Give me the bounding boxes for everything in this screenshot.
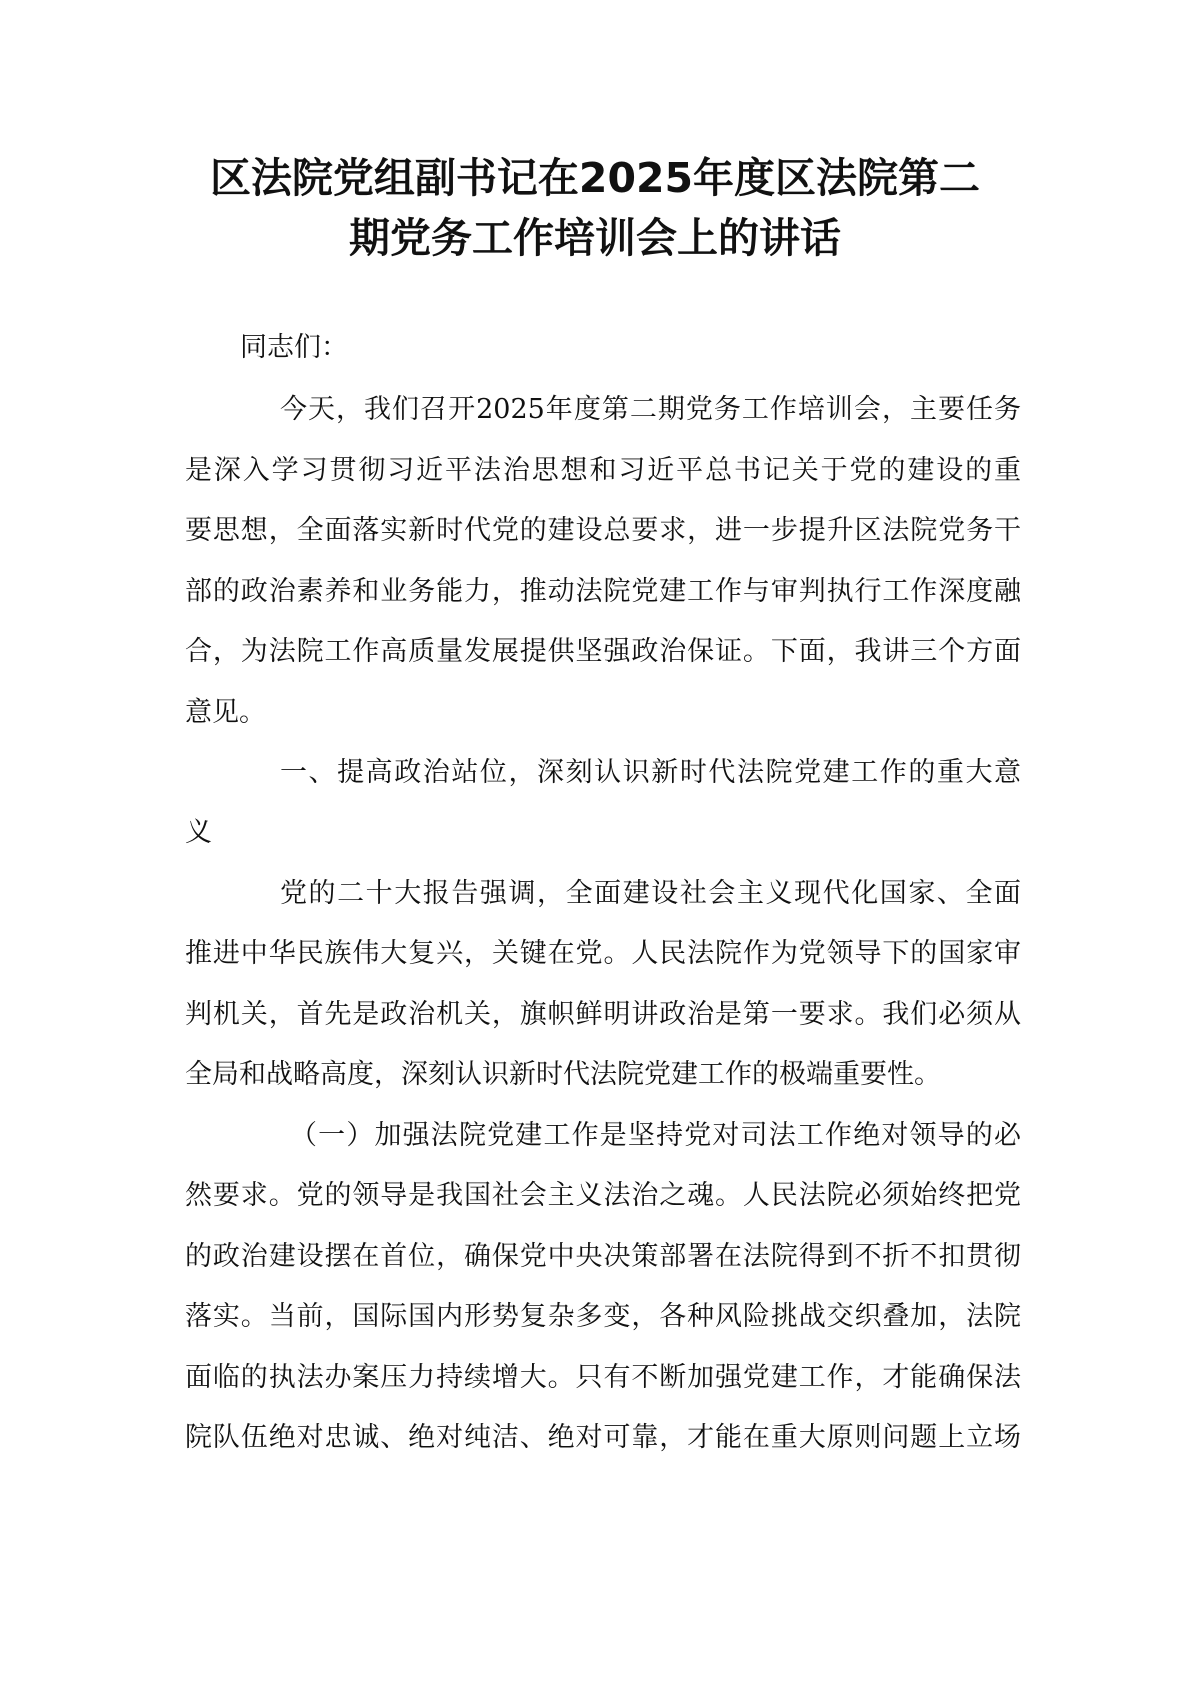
paragraph-line: 今天，我们召开2025年度第二期党务工作培训会，主要任务: [280, 394, 1021, 425]
paragraph-line: 是深入学习贯彻习近平法治思想和习近平总书记关于党的建设的重: [185, 455, 1021, 486]
section-heading-line: 义: [185, 817, 212, 848]
paragraph-line: 落实。当前，国际国内形势复杂多变，各种风险挑战交织叠加，法院: [185, 1301, 1021, 1332]
paragraph-line: 党的二十大报告强调，全面建设社会主义现代化国家、全面: [280, 878, 1021, 909]
paragraph-line: 部的政治素养和业务能力，推动法院党建工作与审判执行工作深度融: [185, 576, 1021, 607]
paragraph-line: 的政治建设摆在首位，确保党中央决策部署在法院得到不折不扣贯彻: [185, 1241, 1021, 1272]
paragraph-line: 合，为法院工作高质量发展提供坚强政治保证。下面，我讲三个方面: [185, 636, 1021, 667]
document-title-line-1: 区法院党组副书记在2025年度区法院第二: [209, 154, 981, 202]
paragraph-line: 判机关，首先是政治机关，旗帜鲜明讲政治是第一要求。我们必须从: [185, 999, 1021, 1030]
paragraph-line: 全局和战略高度，深刻认识新时代法院党建工作的极端重要性。: [185, 1059, 941, 1090]
salutation: 同志们：: [240, 332, 348, 363]
section-heading-line: 一、提高政治站位，深刻认识新时代法院党建工作的重大意: [280, 757, 1021, 788]
document-title-line-2: 期党务工作培训会上的讲话: [349, 214, 841, 262]
paragraph-line: 面临的执法办案压力持续增大。只有不断加强党建工作，才能确保法: [185, 1362, 1021, 1393]
paragraph-line: 要思想，全面落实新时代党的建设总要求，进一步提升区法院党务干: [185, 515, 1021, 546]
paragraph-line: 推进中华民族伟大复兴，关键在党。人民法院作为党领导下的国家审: [185, 938, 1021, 969]
paragraph-line: 意见。: [185, 697, 266, 728]
paragraph-line: 院队伍绝对忠诚、绝对纯洁、绝对可靠，才能在重大原则问题上立场: [185, 1422, 1021, 1453]
paragraph-line: 然要求。党的领导是我国社会主义法治之魂。人民法院必须始终把党: [185, 1180, 1021, 1211]
subsection-line: （一）加强法院党建工作是坚持党对司法工作绝对领导的必: [290, 1120, 1021, 1151]
